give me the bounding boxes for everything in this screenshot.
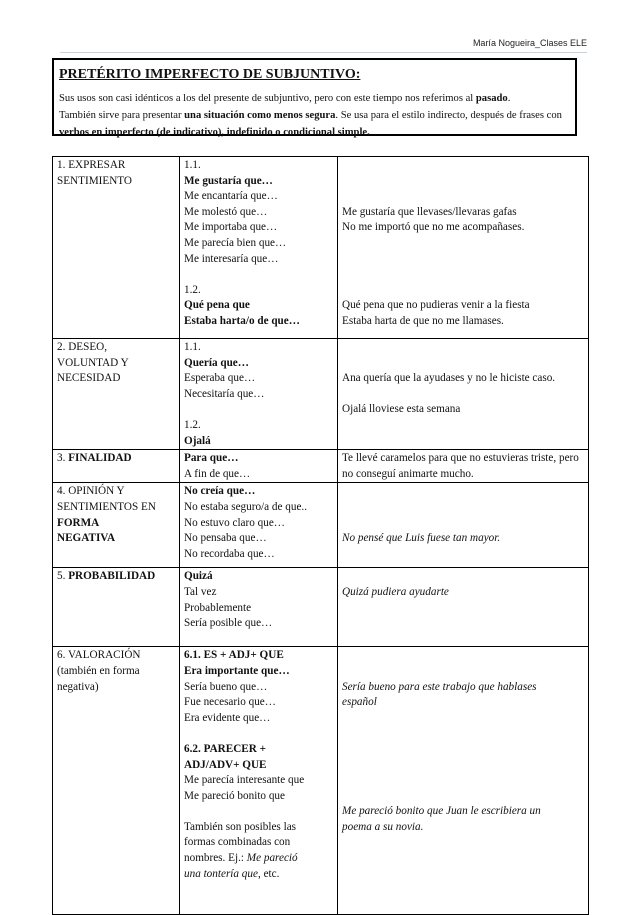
intro-title: PRETÉRITO IMPERFECTO DE SUBJUNTIVO: [59, 67, 361, 82]
expressions-cell [180, 157, 338, 339]
expression-main: Era importante que… [184, 664, 290, 677]
example-sentence: Te llevé caramelos para que no estuvieras triste, pero no conseguí animarte mucho. [342, 452, 579, 480]
example-sentence: Me pareció bonito que Juan le escribiera un [342, 805, 541, 818]
note-example: una tontería que [184, 867, 258, 880]
category-label: 4. OPINIÓN Y [57, 485, 125, 498]
expression-item: Me interesaría que… [184, 252, 279, 265]
category-label: (también en forma [57, 664, 140, 677]
intro-text-2-mid: . Se usa para el estilo indirecto, después de frases con [335, 110, 562, 121]
category-cell [53, 450, 180, 483]
example-sentence: No me importó que no me acompañases. [342, 221, 525, 234]
example-cell [338, 157, 589, 339]
category-number: 5. [57, 570, 69, 583]
note-text: También son posibles las [184, 820, 297, 833]
intro-text-1-end: . [507, 93, 511, 104]
example-sentence: Ana quería que la ayudases y no le hiciste caso. [342, 372, 556, 385]
expression-item: Era evidente que… [184, 711, 271, 724]
intro-text-1: Sus usos son casi idénticos a los del presente de subjuntivo, pero con este tiempo nos referimos al [59, 93, 476, 104]
intro-text-2: También sirve para presentar [59, 110, 185, 121]
category-label: 6. VALORACIÓN [57, 649, 141, 662]
table-row [53, 339, 589, 450]
table-row [53, 157, 589, 339]
expressions-cell [180, 339, 338, 450]
expression-item: Me pareció bonito que [184, 789, 285, 802]
expressions-cell [180, 568, 338, 647]
category-cell [53, 647, 180, 915]
expression-item: A fin de que… [184, 467, 251, 480]
category-label: SENTIMIENTOS EN [57, 500, 156, 513]
table-row [53, 483, 589, 568]
expression-main: No creía que… [184, 485, 256, 498]
example-cell [338, 568, 589, 647]
category-label: NEGATIVA [57, 532, 116, 545]
table-row [53, 450, 589, 483]
expression-main: Para que… [184, 452, 239, 465]
category-cell [53, 568, 180, 647]
category-cell [53, 339, 180, 450]
example-cell [338, 339, 589, 450]
expression-item: Esperaba que… [184, 372, 256, 385]
expression-item: Probablemente [184, 601, 252, 614]
subsection-number: 1.1. [184, 341, 201, 353]
expression-item: No estuvo claro que… [184, 516, 285, 529]
page-header: María Nogueira_Clases ELE [472, 38, 587, 48]
expression-item: Me importaba que… [184, 221, 278, 234]
intro-bold-3: verbos en imperfecto (de indicativo), indefinido o condicional simple. [59, 127, 370, 138]
table-row [53, 568, 589, 647]
expressions-cell [180, 483, 338, 568]
expressions-cell [180, 647, 338, 915]
category-label: 1. EXPRESAR [57, 159, 126, 171]
category-number: 3. [57, 452, 69, 465]
expression-main: Quería que… [184, 356, 249, 369]
note-example: Me pareció [246, 852, 298, 865]
example-cell [338, 647, 589, 915]
category-label: 2. DESEO, [57, 341, 108, 353]
expression-main: Qué pena que [184, 299, 250, 312]
category-label: PROBABILIDAD [68, 570, 156, 583]
note-text: , etc. [257, 867, 280, 880]
category-label: negativa) [57, 680, 99, 693]
category-label: VOLUNTAD Y [57, 356, 129, 369]
expression-main: Quizá [184, 570, 213, 583]
table-row [53, 647, 589, 915]
example-sentence: Sería bueno para este trabajo que hablases [342, 680, 537, 693]
example-cell [338, 450, 589, 483]
example-cell [338, 483, 589, 568]
intro-bold-2: una situación como menos segura [184, 110, 336, 121]
example-sentence: español [342, 696, 377, 709]
expression-main: Estaba harta/o de que… [184, 314, 300, 327]
category-cell [53, 483, 180, 568]
note-text: formas combinadas con [184, 836, 291, 849]
subsection-heading: 6.2. PARECER + [184, 742, 266, 755]
intro-bold-1: pasado [475, 93, 508, 104]
usage-table [52, 156, 589, 915]
header-rule [60, 52, 587, 53]
expression-item: Me molestó que… [184, 205, 268, 218]
example-sentence: Me gustaría que llevases/llevaras gafas [342, 205, 517, 218]
example-sentence: Ojalá lloviese esta semana [342, 403, 461, 416]
category-label: FORMA [57, 516, 100, 529]
category-label: NECESIDAD [57, 372, 121, 385]
example-sentence: Qué pena que no pudieras venir a la fiesta [342, 299, 530, 312]
expression-item: No pensaba que… [184, 532, 267, 545]
expression-item: No estaba seguro/a de que.. [184, 500, 308, 513]
expression-item: Tal vez [184, 585, 217, 598]
intro-paragraph [59, 90, 570, 141]
expression-main: Ojalá [184, 434, 211, 447]
intro-box [52, 58, 577, 136]
note-text: nombres. Ej.: [184, 852, 247, 865]
category-label: FINALIDAD [68, 452, 132, 465]
example-sentence: Estaba harta de que no me llamases. [342, 314, 504, 327]
expression-item: Me parecía interesante que [184, 774, 305, 787]
example-sentence: poema a su novia. [342, 820, 424, 833]
expression-item: Necesitaría que… [184, 387, 265, 400]
expression-item: Me encantaría que… [184, 190, 278, 203]
category-label: SENTIMIENTO [57, 174, 132, 187]
subsection-number: 1.2. [184, 418, 201, 431]
expression-item: Fue necesario que… [184, 696, 276, 709]
expression-main: Me gustaría que… [184, 174, 273, 187]
expression-item: No recordaba que… [184, 547, 275, 560]
subsection-heading: 6.1. ES + ADJ+ QUE [184, 649, 284, 662]
subsection-number: 1.1. [184, 159, 201, 171]
example-sentence: Quizá pudiera ayudarte [342, 585, 449, 598]
expression-item: Me parecía bien que… [184, 236, 287, 249]
example-sentence: No pensé que Luis fuese tan mayor. [342, 532, 501, 545]
category-cell [53, 157, 180, 339]
subsection-heading: ADJ/ADV+ QUE [184, 758, 267, 771]
expressions-cell [180, 450, 338, 483]
expression-item: Sería posible que… [184, 617, 273, 630]
expression-item: Sería bueno que… [184, 680, 268, 693]
subsection-number: 1.2. [184, 283, 201, 296]
